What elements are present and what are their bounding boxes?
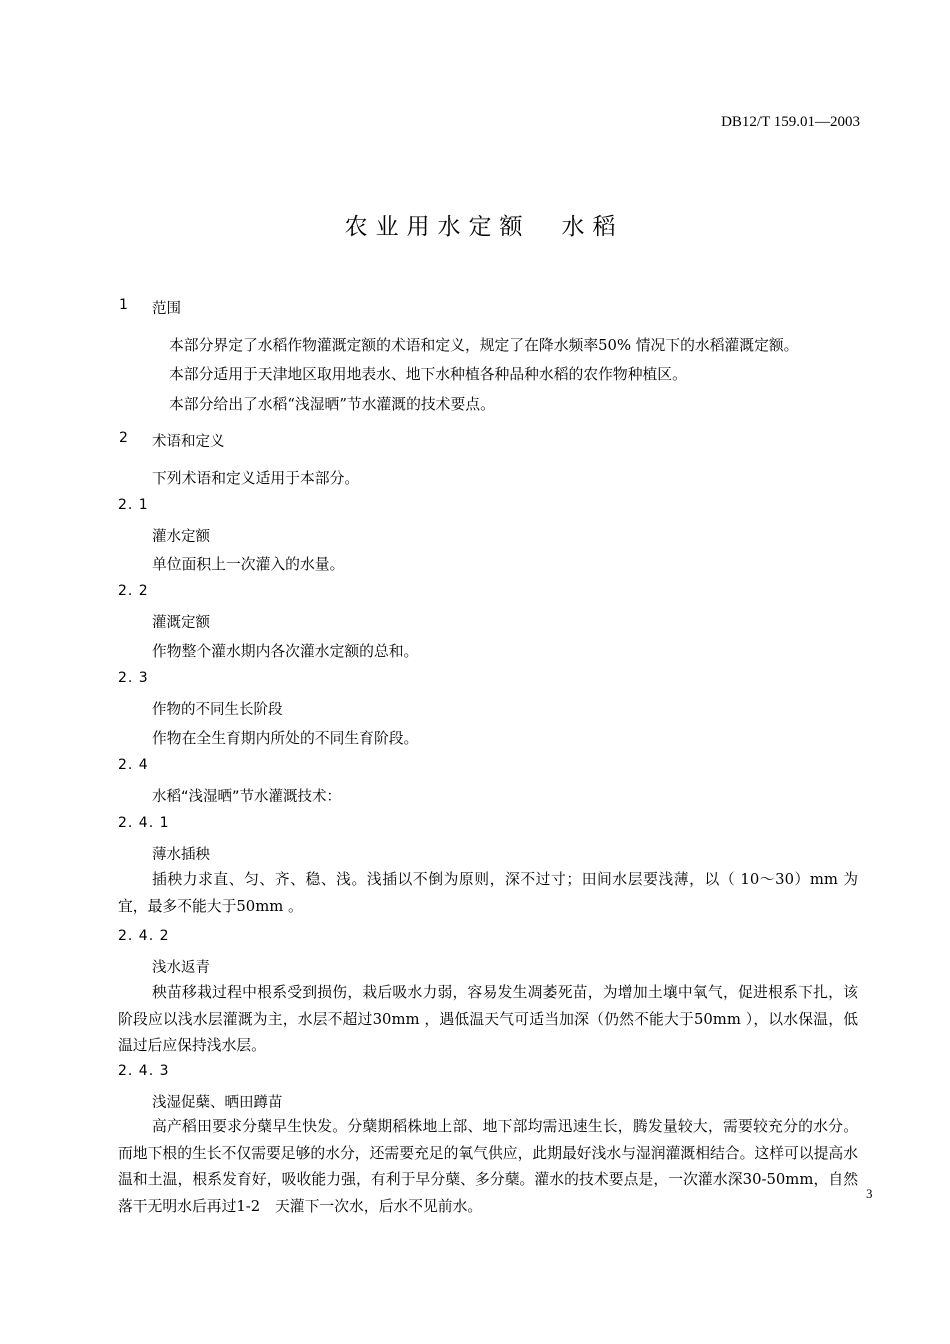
term-2-2-definition: 作物整个灌水期内各次灌水定额的总和。 <box>152 643 419 660</box>
term-2-3-definition: 作物在全生育期内所处的不同生育阶段。 <box>152 730 419 747</box>
page-title: 农业用水定额 水稻 <box>344 214 624 240</box>
term-2-4-1-text: 插秧力求直、匀、齐、稳、浅。浅插以不倒为原则，深不过寸；田间水层要浅薄，以（ 10～30）mm 为宜，最多不能大于50mm 。 <box>118 871 858 915</box>
term-2-3-title: 作物的不同生长阶段 <box>152 702 283 718</box>
term-2-1-title: 灌水定额 <box>152 529 210 545</box>
term-2-4-3-title: 浅湿促蘖、晒田蹲苗 <box>152 1095 283 1111</box>
document-id: DB12/T 159.01—2003 <box>721 114 860 130</box>
section-1-paragraph-1: 本部分界定了水稻作物灌溉定额的术语和定义，规定了在降水频率50% 情况下的水稻灌溉定额。 <box>169 337 799 354</box>
section-2-title: 术语和定义 <box>152 434 225 450</box>
section-2-intro: 下列术语和定义适用于本部分。 <box>152 470 360 487</box>
section-1-title: 范围 <box>152 301 181 317</box>
section-1-paragraph-2: 本部分适用于天津地区取用地表水、地下水种植各种品种水稻的农作物种植区。 <box>169 366 687 383</box>
term-2-4-number: 2. 4 <box>118 757 149 773</box>
term-2-3-number: 2. 3 <box>118 670 149 686</box>
term-2-4-1-number: 2. 4. 1 <box>118 815 170 831</box>
section-1-number: 1 <box>119 297 128 313</box>
term-2-4-2-number: 2. 4. 2 <box>118 928 170 944</box>
term-2-4-3-number: 2. 4. 3 <box>118 1063 170 1079</box>
term-2-4-title: 水稻“浅湿晒”节水灌溉技术： <box>152 789 342 805</box>
term-2-1-definition: 单位面积上一次灌入的水量。 <box>152 556 345 573</box>
term-2-4-3-text: 高产稻田要求分蘖早生快发。分蘖期稻株地上部、地下部均需迅速生长，腾发量较大，需要较充分的水分。而地下根的生长不仅需要足够的水分，还需要充足的氧气供应，此期最好浅水与湿润灌溉相结合。这样可以提高水温和土温，根系发育好，吸收能力强，有利于早分蘖、多分蘖。灌水的技术要点是，一次灌水深30-50mm，自然落干无明水后再过1-2 天灌下一次水，后水不见前水。 <box>118 1118 858 1215</box>
term-2-1-number: 2. 1 <box>118 497 149 513</box>
term-2-4-2-text: 秧苗移栽过程中根系受到损伤，栽后吸水力弱，容易发生凋萎死苗，为增加土壤中氧气，促进根系下扎，该阶段应以浅水层灌溉为主，水层不超过30mm ，遇低温天气可适当加深（仍然不能大于50mm ），以水保温，低温过后应保持浅水层。 <box>118 984 858 1054</box>
section-2-number: 2 <box>119 430 128 446</box>
page-number: 3 <box>866 1186 873 1201</box>
section-1-paragraph-3: 本部分给出了水稻“浅湿晒”节水灌溉的技术要点。 <box>169 396 495 413</box>
term-2-4-2-title: 浅水返青 <box>152 960 210 976</box>
term-2-2-title: 灌溉定额 <box>152 615 210 631</box>
term-2-2-number: 2. 2 <box>118 583 149 599</box>
term-2-4-1-title: 薄水插秧 <box>152 847 210 863</box>
